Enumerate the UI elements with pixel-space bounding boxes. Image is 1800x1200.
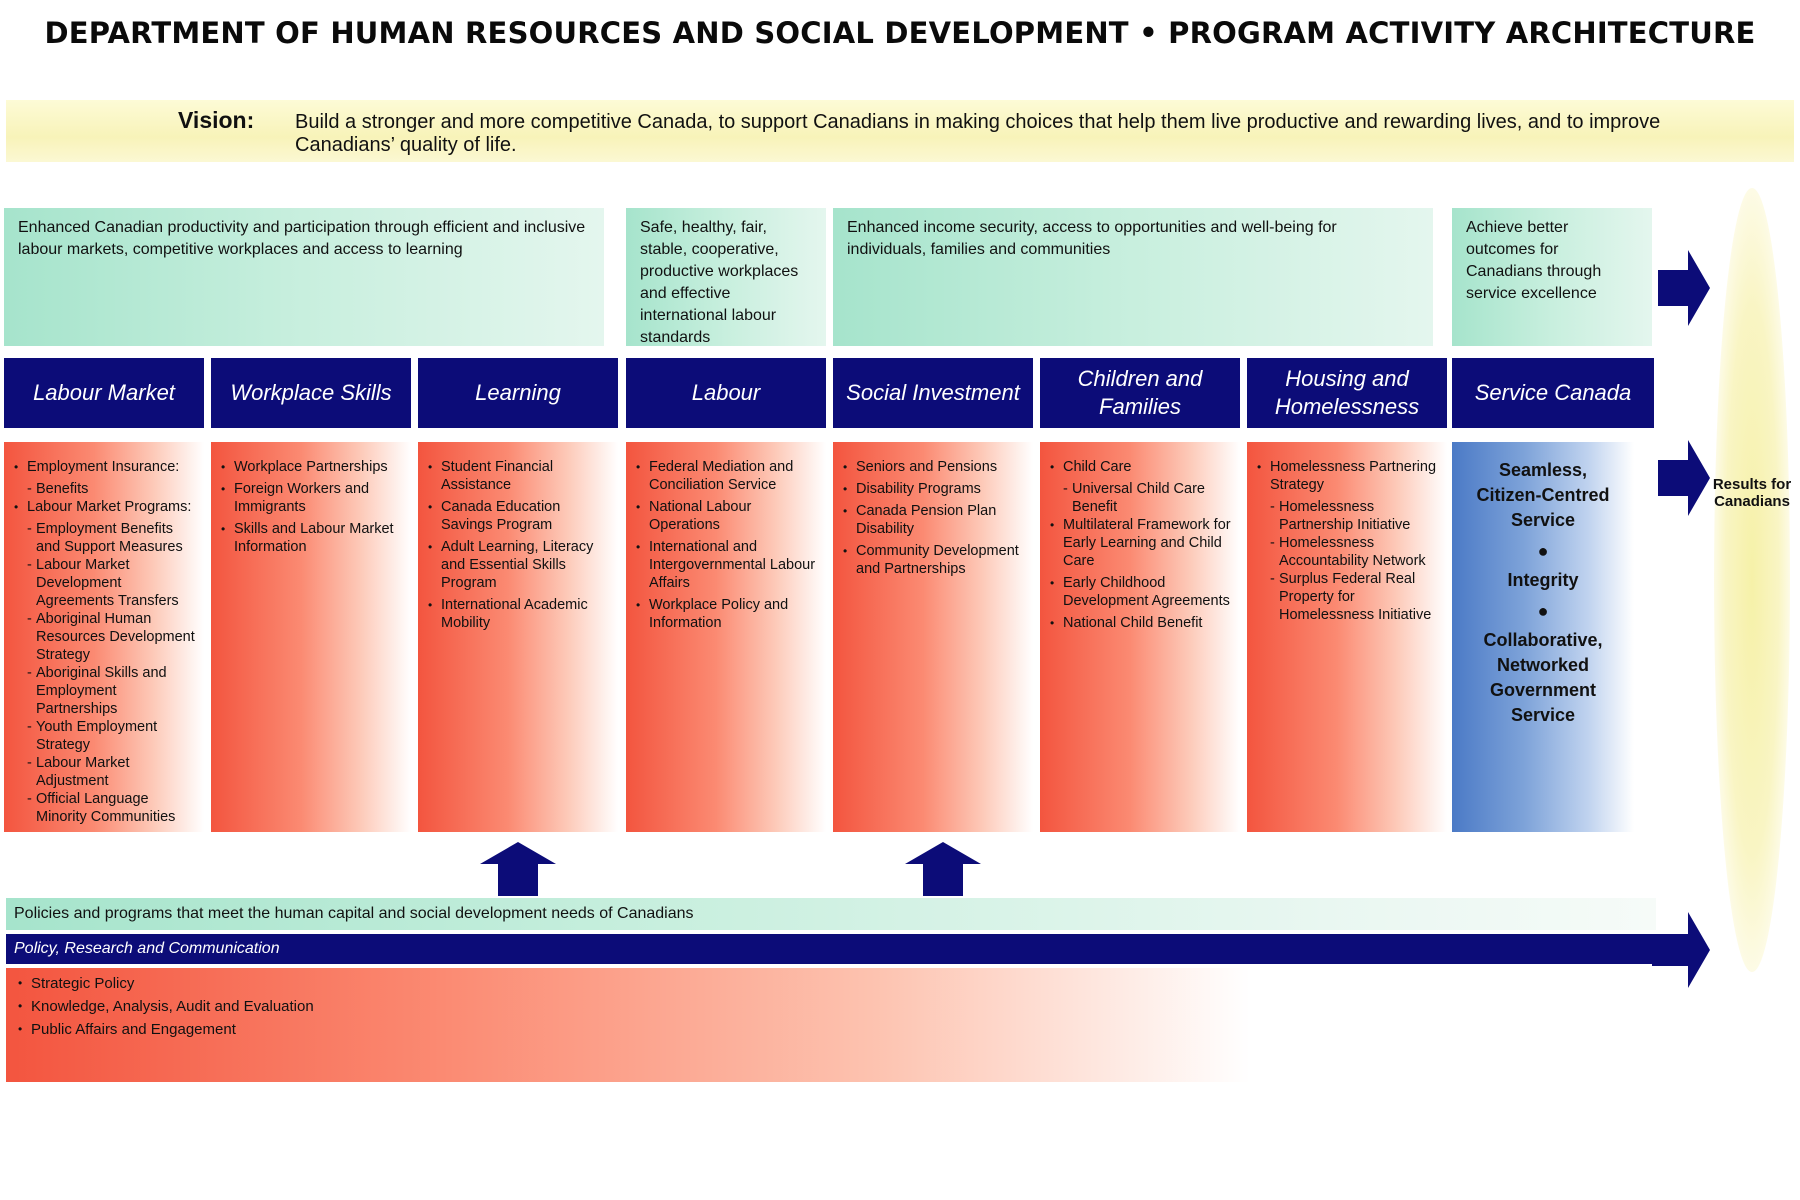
list-subitem: - Surplus Federal Real Property for Homelessness Initiative [1257, 570, 1439, 624]
vision-label: Vision: [178, 107, 255, 133]
list-item: • Knowledge, Analysis, Audit and Evaluation [18, 995, 1250, 1018]
list-item: • National Child Benefit [1050, 614, 1232, 632]
pillar-header-labour-market: Labour Market [4, 358, 204, 428]
list-item: • Adult Learning, Literacy and Essential Skills Program [428, 538, 610, 592]
results-ellipse [1712, 185, 1792, 975]
pillar-header-workplace-skills: Workplace Skills [211, 358, 411, 428]
list-subitem: - Official Language Minority Communities [14, 790, 196, 826]
list-subitem: - Youth Employment Strategy [14, 718, 196, 754]
list-item: • Homelessness Partnering Strategy [1257, 458, 1439, 494]
outcome-income-security: Enhanced income security, access to opportunities and well-being for individuals, families and communities [833, 208, 1433, 346]
list-subitem: - Universal Child Care Benefit [1050, 480, 1232, 516]
list-item: • Skills and Labour Market Information [221, 520, 403, 556]
pillar-header-service-canada: Service Canada [1452, 358, 1654, 428]
arrow-up-icon [480, 842, 556, 896]
list-item: • National Labour Operations [636, 498, 818, 534]
pillar-header-labour: Labour [626, 358, 826, 428]
list-item: • Seniors and Pensions [843, 458, 1025, 476]
pillar-body-children-families [1040, 442, 1240, 832]
list-item: • Disability Programs [843, 480, 1025, 498]
list-item: • International Academic Mobility [428, 596, 610, 632]
list-item: • International and Intergovernmental Labour Affairs [636, 538, 818, 592]
list-item: • Child Care [1050, 458, 1232, 476]
list-item: • Student Financial Assistance [428, 458, 610, 494]
pillar-body-workplace-skills [211, 442, 411, 832]
results-for-canadians: Results for Canadians [1712, 476, 1792, 510]
policy-items [6, 968, 1250, 1082]
list-item: • Early Childhood Development Agreements [1050, 574, 1232, 610]
pillar-header-housing: Housing and Homelessness [1247, 358, 1447, 428]
outcome-productivity: Enhanced Canadian productivity and participation through efficient and inclusive labour markets, competitive workplaces and access to learning [4, 208, 604, 346]
pillar-body-labour-market [4, 442, 204, 832]
list-subitem: - Employment Benefits and Support Measures [14, 520, 196, 556]
list-item: • Strategic Policy [18, 972, 1250, 995]
list-item: • Workplace Policy and Information [636, 596, 818, 632]
pillar-body-social-investment [833, 442, 1033, 832]
pillar-body-housing [1247, 442, 1447, 832]
list-subitem: - Labour Market Development Agreements Transfers [14, 556, 196, 610]
policy-research-communication-bar: Policy, Research and Communication [6, 934, 1652, 964]
list-subitem: - Homelessness Partnership Initiative [1257, 498, 1439, 534]
pillar-header-social-investment: Social Investment [833, 358, 1033, 428]
list-item: • Canada Pension Plan Disability [843, 502, 1025, 538]
arrow-right-icon [1658, 440, 1710, 516]
pillar-header-children-families: Children and Families [1040, 358, 1240, 428]
list-subitem: - Aboriginal Skills and Employment Partnerships [14, 664, 196, 718]
outcome-service-excellence: Achieve better outcomes for Canadians through service excellence [1452, 208, 1652, 346]
pillar-header-learning: Learning [418, 358, 618, 428]
service-item-seamless: Seamless, Citizen-Centred Service [1476, 460, 1610, 530]
list-subitem: - Labour Market Adjustment [14, 754, 196, 790]
list-item: • Workplace Partnerships [221, 458, 403, 476]
list-item: • Canada Education Savings Program [428, 498, 610, 534]
list-item: • Public Affairs and Engagement [18, 1018, 1250, 1041]
list-item: • Labour Market Programs: [14, 498, 196, 516]
policy-outcome-band: Policies and programs that meet the human capital and social development needs of Canadians [6, 898, 1656, 930]
service-item-integrity: Integrity [1507, 570, 1579, 590]
pillar-body-service-canada [1452, 442, 1634, 832]
list-item: • Multilateral Framework for Early Learning and Child Care [1050, 516, 1232, 570]
vision-text: Build a stronger and more competitive Canada, to support Canadians in making choices that help them live productive and rewarding lives, and to improve Canadians’ quality of life. [295, 111, 1661, 156]
arrow-right-icon [1652, 912, 1710, 988]
page-title: DEPARTMENT OF HUMAN RESOURCES AND SOCIAL DEVELOPMENT • PROGRAM ACTIVITY ARCHITECTURE [44, 16, 1756, 50]
bullet-dot-icon: ● [1537, 541, 1549, 561]
list-item: • Community Development and Partnerships [843, 542, 1025, 578]
pillar-body-labour [626, 442, 826, 832]
outcome-workplaces: Safe, healthy, fair, stable, cooperative, productive workplaces and effective international labour standards [626, 208, 826, 346]
list-subitem: - Aboriginal Human Resources Development Strategy [14, 610, 196, 664]
bullet-dot-icon: ● [1537, 601, 1549, 621]
pillar-body-learning [418, 442, 618, 832]
list-item: • Foreign Workers and Immigrants [221, 480, 403, 516]
list-subitem: - Homelessness Accountability Network [1257, 534, 1439, 570]
list-item: • Employment Insurance: [14, 458, 196, 476]
service-item-collaborative: Collaborative, Networked Government Service [1483, 630, 1603, 725]
list-subitem: - Benefits [14, 480, 196, 498]
arrow-right-icon [1658, 250, 1710, 326]
arrow-up-icon [905, 842, 981, 896]
list-item: • Federal Mediation and Conciliation Service [636, 458, 818, 494]
